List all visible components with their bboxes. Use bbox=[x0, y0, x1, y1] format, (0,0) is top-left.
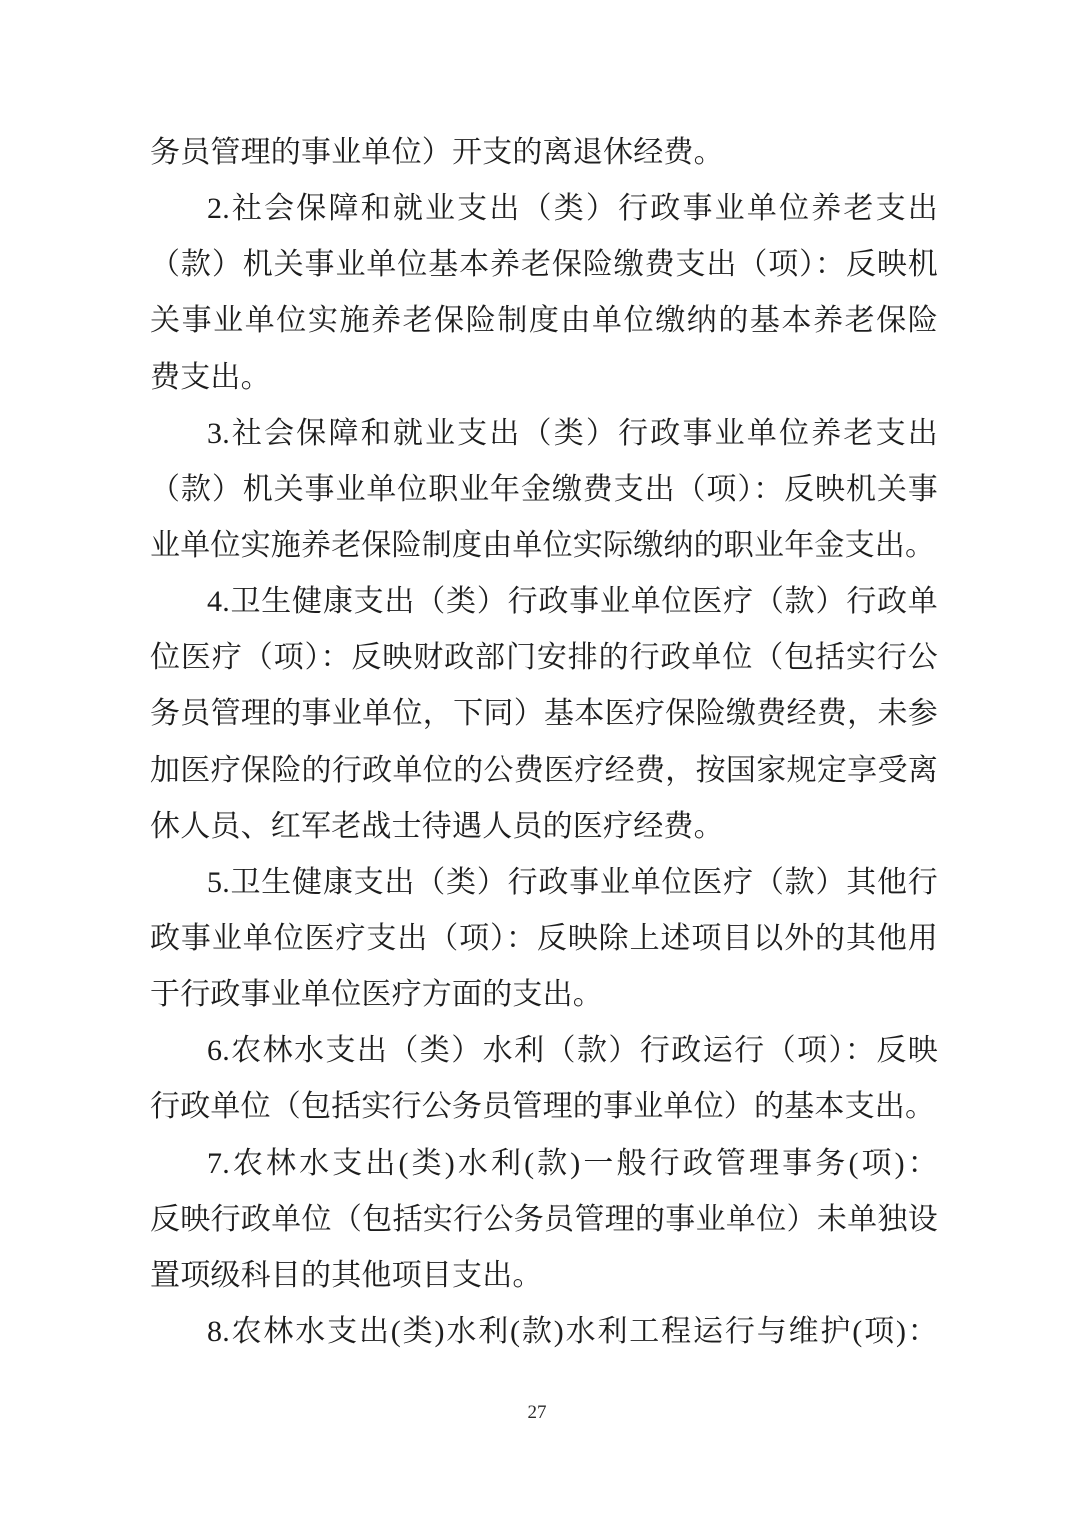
text-line-para6-2: 行政单位（包括实行公务员管理的事业单位）的基本支出。 bbox=[150, 1090, 936, 1124]
text-line-para4-4: 加医疗保险的行政单位的公费医疗经费，按国家规定享受离 bbox=[150, 753, 938, 787]
text-line-para4-2: 位医疗（项）：反映财政部门安排的行政单位（包括实行公 bbox=[150, 641, 938, 675]
text-line-para5-1: 5.卫生健康支出（类）行政事业单位医疗（款）其他行 bbox=[207, 865, 938, 899]
text-line-para5-2: 政事业单位医疗支出（项）：反映除上述项目以外的其他用 bbox=[150, 921, 938, 955]
text-line-para7-2: 反映行政单位（包括实行公务员管理的事业单位）未单独设 bbox=[150, 1202, 938, 1236]
text-line-para3-2: （款）机关事业单位职业年金缴费支出（项）：反映机关事 bbox=[150, 472, 938, 506]
text-line-para7-3: 置项级科目的其他项目支出。 bbox=[150, 1258, 543, 1292]
text-line-para3-1: 3.社会保障和就业支出（类）行政事业单位养老支出 bbox=[207, 416, 938, 450]
text-line-para7-1: 7.农林水支出(类)水利(款)一般行政管理事务(项)： bbox=[207, 1146, 938, 1180]
text-line-para4-1: 4.卫生健康支出（类）行政事业单位医疗（款）行政单 bbox=[207, 585, 938, 619]
text-line-para2-1: 2.社会保障和就业支出（类）行政事业单位养老支出 bbox=[207, 192, 938, 226]
text-line-para4-5: 休人员、红军老战士待遇人员的医疗经费。 bbox=[150, 809, 724, 843]
text-line-para2-4: 费支出。 bbox=[150, 360, 271, 394]
text-line-continuation: 务员管理的事业单位）开支的离退休经费。 bbox=[150, 136, 724, 169]
text-line-para8-1: 8.农林水支出(类)水利(款)水利工程运行与维护(项)： bbox=[207, 1314, 938, 1348]
page-number: 27 bbox=[527, 1402, 547, 1423]
text-line-para3-3: 业单位实施养老保险制度由单位实际缴纳的职业年金支出。 bbox=[150, 528, 936, 562]
text-line-para2-3: 关事业单位实施养老保险制度由单位缴纳的基本养老保险 bbox=[150, 304, 938, 338]
text-line-para5-3: 于行政事业单位医疗方面的支出。 bbox=[150, 978, 603, 1012]
body-text bbox=[150, 125, 938, 1360]
text-line-para4-3: 务员管理的事业单位，下同）基本医疗保险缴费经费，未参 bbox=[150, 697, 938, 731]
text-line-para6-1: 6.农林水支出（类）水利（款）行政运行（项）：反映 bbox=[207, 1034, 938, 1068]
text-line-para2-2: （款）机关事业单位基本养老保险缴费支出（项）：反映机 bbox=[150, 248, 938, 282]
